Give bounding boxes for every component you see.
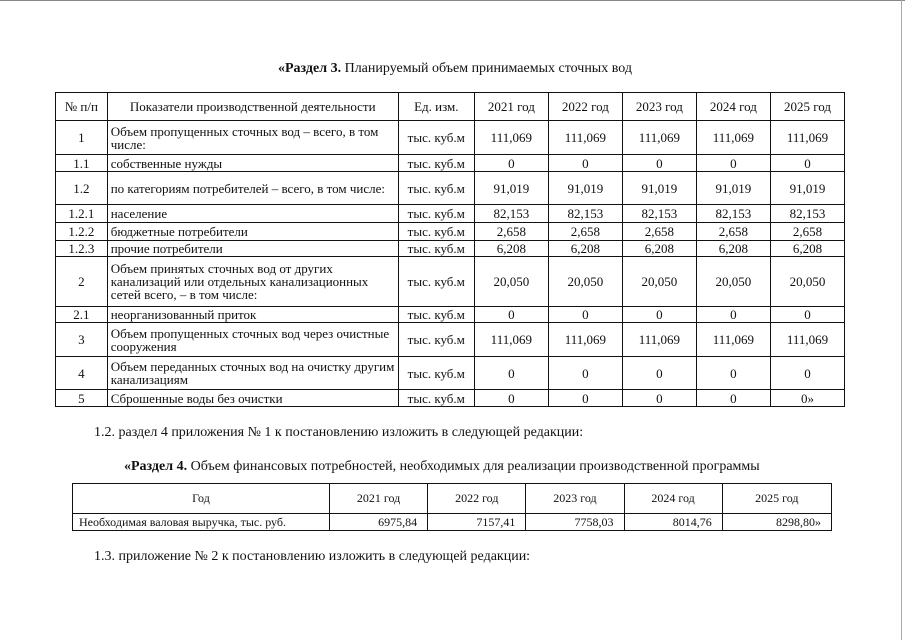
section3-heading	[278, 61, 632, 77]
table-row	[56, 323, 845, 357]
col-header-unit: Ед. изм.	[398, 93, 474, 121]
row-unit: тыс. куб.м	[398, 223, 474, 241]
row-index: 1.2.2	[56, 223, 108, 241]
section3-table-body	[56, 121, 845, 407]
row-value-2023: 6,208	[622, 241, 696, 257]
col-header-index: № п/п	[56, 93, 108, 121]
section3-title: Планируемый объем принимаемых сточных вод	[341, 61, 632, 76]
table-row	[56, 121, 845, 155]
col-header-2021: 2021 год	[474, 93, 548, 121]
row-value-2023: 0	[622, 155, 696, 172]
row-value-2022: 20,050	[548, 257, 622, 307]
row-value-2021: 6,208	[474, 241, 548, 257]
row-value-2021: 0	[474, 155, 548, 172]
row-unit: тыс. куб.м	[398, 357, 474, 390]
row-value-2025: 20,050	[770, 257, 844, 307]
row-value-2025: 0	[770, 307, 844, 323]
row-indicator: Объем пропущенных сточных вод – всего, в том числе:	[107, 121, 398, 155]
row-value-2021: 91,019	[474, 172, 548, 205]
row-index: 1.2.1	[56, 205, 108, 223]
col-header-indicator: Показатели производственной деятельности	[107, 93, 398, 121]
row-unit: тыс. куб.м	[398, 121, 474, 155]
row-value-2022: 111,069	[548, 323, 622, 357]
row-value-2022: 0	[548, 307, 622, 323]
row-indicator: по категориям потребителей – всего, в том числе:	[107, 172, 398, 205]
row-unit: тыс. куб.м	[398, 205, 474, 223]
row-value-2024: 6,208	[696, 241, 770, 257]
row-unit: тыс. куб.м	[398, 155, 474, 172]
paragraph-1-3: 1.3. приложение № 2 к постановлению изложить в следующей редакции:	[94, 549, 531, 564]
row-value-2023: 111,069	[622, 121, 696, 155]
col-header-2022: 2022 год	[428, 484, 526, 514]
row-index: 4	[56, 357, 108, 390]
table-row	[56, 390, 845, 407]
table-row	[56, 223, 845, 241]
value-2024: 8014,76	[624, 514, 722, 531]
table-row	[56, 172, 845, 205]
row-value-2023: 2,658	[622, 223, 696, 241]
table-row	[56, 205, 845, 223]
top-border-line	[0, 0, 905, 1]
row-value-2021: 20,050	[474, 257, 548, 307]
table-row	[73, 514, 832, 531]
row-value-2022: 2,658	[548, 223, 622, 241]
row-index: 1.2.3	[56, 241, 108, 257]
row-value-2023: 111,069	[622, 323, 696, 357]
value-2023: 7758,03	[526, 514, 624, 531]
row-indicator: население	[107, 205, 398, 223]
row-index: 1.1	[56, 155, 108, 172]
row-value-2021: 82,153	[474, 205, 548, 223]
row-value-2024: 20,050	[696, 257, 770, 307]
row-indicator: Объем пропущенных сточных вод через очистные сооружения	[107, 323, 398, 357]
row-value-2025: 2,658	[770, 223, 844, 241]
row-value-2022: 91,019	[548, 172, 622, 205]
row-value-2024: 111,069	[696, 121, 770, 155]
section3-header-row	[56, 93, 845, 121]
row-unit: тыс. куб.м	[398, 307, 474, 323]
table-row	[56, 257, 845, 307]
row-unit: тыс. куб.м	[398, 323, 474, 357]
row-value-2025: 0»	[770, 390, 844, 407]
row-value-2025: 91,019	[770, 172, 844, 205]
row-value-2023: 0	[622, 390, 696, 407]
row-indicator: неорганизованный приток	[107, 307, 398, 323]
section4-table	[72, 483, 832, 531]
row-value-2025: 6,208	[770, 241, 844, 257]
row-value-2021: 0	[474, 307, 548, 323]
row-value-2023: 0	[622, 307, 696, 323]
row-value-2022: 0	[548, 357, 622, 390]
value-2021: 6975,84	[330, 514, 428, 531]
row-value-2024: 0	[696, 307, 770, 323]
row-value-2021: 111,069	[474, 121, 548, 155]
row-unit: тыс. куб.м	[398, 241, 474, 257]
row-indicator: Объем принятых сточных вод от других канализаций или отдельных канализационных сетей всего, – в том числе:	[107, 257, 398, 307]
section4-title: Объем финансовых потребностей, необходимых для реализации производственной программы	[187, 459, 760, 474]
row-value-2021: 0	[474, 390, 548, 407]
col-header-2023: 2023 год	[622, 93, 696, 121]
col-header-2022: 2022 год	[548, 93, 622, 121]
row-value-2025: 111,069	[770, 323, 844, 357]
col-header-2023: 2023 год	[526, 484, 624, 514]
row-index: 3	[56, 323, 108, 357]
row-index: 1.2	[56, 172, 108, 205]
value-2022: 7157,41	[428, 514, 526, 531]
col-header-2025: 2025 год	[770, 93, 844, 121]
section4-prefix: «Раздел 4.	[124, 459, 188, 474]
table-row	[56, 357, 845, 390]
row-indicator: бюджетные потребители	[107, 223, 398, 241]
row-value-2022: 111,069	[548, 121, 622, 155]
row-indicator: прочие потребители	[107, 241, 398, 257]
row-value-2025: 82,153	[770, 205, 844, 223]
section3-table	[55, 92, 845, 407]
row-index: 2.1	[56, 307, 108, 323]
row-index: 5	[56, 390, 108, 407]
row-value-2024: 111,069	[696, 323, 770, 357]
row-value-2024: 91,019	[696, 172, 770, 205]
row-value-2025: 0	[770, 155, 844, 172]
row-value-2021: 111,069	[474, 323, 548, 357]
row-value-2024: 82,153	[696, 205, 770, 223]
row-value-2024: 0	[696, 390, 770, 407]
row-value-2023: 91,019	[622, 172, 696, 205]
row-indicator: Сброшенные воды без очистки	[107, 390, 398, 407]
row-value-2022: 6,208	[548, 241, 622, 257]
row-indicator: Объем переданных сточных вод на очистку другим канализациям	[107, 357, 398, 390]
table-row	[56, 241, 845, 257]
row-value-2025: 0	[770, 357, 844, 390]
row-value-2024: 2,658	[696, 223, 770, 241]
row-value-2021: 0	[474, 357, 548, 390]
col-header-2025: 2025 год	[722, 484, 831, 514]
col-header-2021: 2021 год	[330, 484, 428, 514]
right-border-line	[901, 0, 902, 640]
row-value-2021: 2,658	[474, 223, 548, 241]
row-value-2023: 20,050	[622, 257, 696, 307]
paragraph-1-2: 1.2. раздел 4 приложения № 1 к постановлению изложить в следующей редакции:	[94, 425, 584, 440]
row-index: 1	[56, 121, 108, 155]
row-unit: тыс. куб.м	[398, 257, 474, 307]
row-value-2025: 111,069	[770, 121, 844, 155]
section3-prefix: «Раздел 3.	[278, 61, 342, 76]
section4-header-row	[73, 484, 832, 514]
value-2025: 8298,80»	[722, 514, 831, 531]
row-index: 2	[56, 257, 108, 307]
table-row	[56, 155, 845, 172]
row-value-2023: 82,153	[622, 205, 696, 223]
row-unit: тыс. куб.м	[398, 390, 474, 407]
row-value-2023: 0	[622, 357, 696, 390]
row-label: Необходимая валовая выручка, тыс. руб.	[73, 514, 330, 531]
row-indicator: собственные нужды	[107, 155, 398, 172]
row-value-2024: 0	[696, 357, 770, 390]
row-value-2022: 0	[548, 390, 622, 407]
section4-heading	[124, 459, 760, 475]
table-row	[56, 307, 845, 323]
row-value-2022: 0	[548, 155, 622, 172]
row-value-2022: 82,153	[548, 205, 622, 223]
row-unit: тыс. куб.м	[398, 172, 474, 205]
col-header-2024: 2024 год	[696, 93, 770, 121]
row-value-2024: 0	[696, 155, 770, 172]
col-header-year: Год	[73, 484, 330, 514]
col-header-2024: 2024 год	[624, 484, 722, 514]
